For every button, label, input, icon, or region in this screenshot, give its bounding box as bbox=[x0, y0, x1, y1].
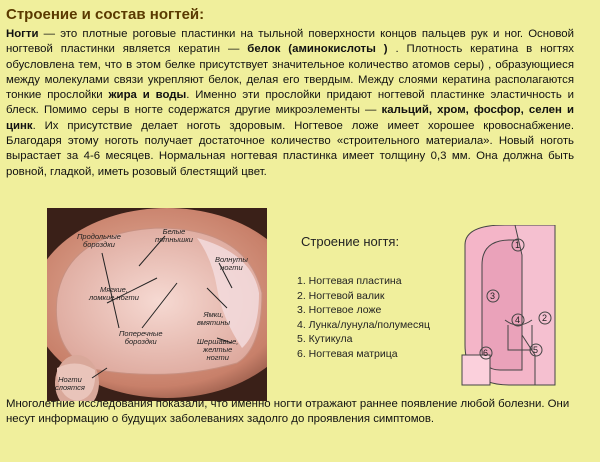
legend-item: 3. Ногтевое ложе bbox=[297, 304, 382, 316]
paragraph-text-2: . Плотность кератина в ногтях обусловлена тем, что в этом белке присутствует значительное количество атомов серы) , образующиеся между молекулами связи укрепляют белок, делая его твердым. Между слоями кератина располагаются тонкие прослойки bbox=[6, 43, 574, 102]
legend-item: 2. Ногтевой валик bbox=[297, 289, 385, 302]
label-split-nails: Ногти слоятся bbox=[55, 375, 85, 392]
structure-legend bbox=[297, 274, 430, 361]
label-white-spots: Белые пятнышки bbox=[155, 227, 193, 244]
label-soft-brittle-nails: Мягкие, ломкие ногти bbox=[89, 285, 139, 302]
term-microelements: кальций, хром, фосфор, селен и цинк bbox=[6, 104, 574, 132]
legend-item: 4. Лунка/лунула/полумесяц bbox=[297, 318, 430, 331]
diagram-number: 3 bbox=[490, 291, 496, 301]
term-protein: белок (аминокислоты ) bbox=[247, 43, 388, 56]
conclusion-paragraph: Многолетние исследования показали, что именно ногти отражают раннее появление любой болезни. Они несут информацию о будущих заболеваниях задолго до проявления симптомов. bbox=[6, 398, 570, 426]
page-title: Строение и состав ногтей: bbox=[6, 6, 205, 23]
label-longitudinal-grooves: Продольные бороздки bbox=[77, 232, 121, 249]
paragraph-text-1: — это плотные роговые пластинки на тыльной поверхности концов пальцев рук и ног. Основой ногтевой пластинки является кератин — bbox=[6, 28, 574, 56]
legend-item: 1. Ногтевая пластина bbox=[297, 275, 402, 287]
diagram-number: 4 bbox=[515, 315, 521, 325]
term-fat-water: жира и воды bbox=[108, 89, 187, 102]
diagram-number: 2 bbox=[542, 313, 548, 323]
label-wavy-nails: Волнуты ногти bbox=[215, 255, 248, 272]
diagram-number: 6 bbox=[483, 348, 489, 358]
paragraph-text-4: . Их присутствие делает ноготь здоровым. Ногтевое ложе имеет хорошее кровоснабжение. Благодаря этому ноготь получает достаточное количество «строительного материала». Новый ноготь вырастает за 4-6 месяцев. Нормальная ногтевая пластинка имеет толщину 0,3 мм. Она должна быть ровной, гладкой, иметь розовый блестящий цвет. bbox=[6, 119, 574, 178]
intro-paragraph bbox=[6, 27, 574, 180]
diagram-number: 5 bbox=[533, 345, 539, 355]
legend-item: 6. Ногтевая матрица bbox=[297, 347, 398, 360]
label-pits-dents: Ямки, вмятины bbox=[197, 310, 230, 327]
label-transverse-grooves: Поперечные бороздки bbox=[119, 329, 163, 346]
legend-item: 5. Кутикула bbox=[297, 333, 353, 345]
diagram-number: 1 bbox=[515, 240, 521, 250]
nail-structure-diagram bbox=[460, 225, 570, 390]
structure-title: Строение ногтя: bbox=[301, 234, 400, 249]
nail-photo bbox=[47, 208, 267, 401]
term-nails: Ногти bbox=[6, 28, 39, 40]
label-rough-yellow-nails: Шершавые, желтые ногти bbox=[197, 337, 239, 362]
paragraph-text-3: . Именно эти прослойки придают ногтевой пластинке эластичность и блеск. Помимо серы в ногте содержатся другие микроэлементы — bbox=[6, 89, 574, 117]
